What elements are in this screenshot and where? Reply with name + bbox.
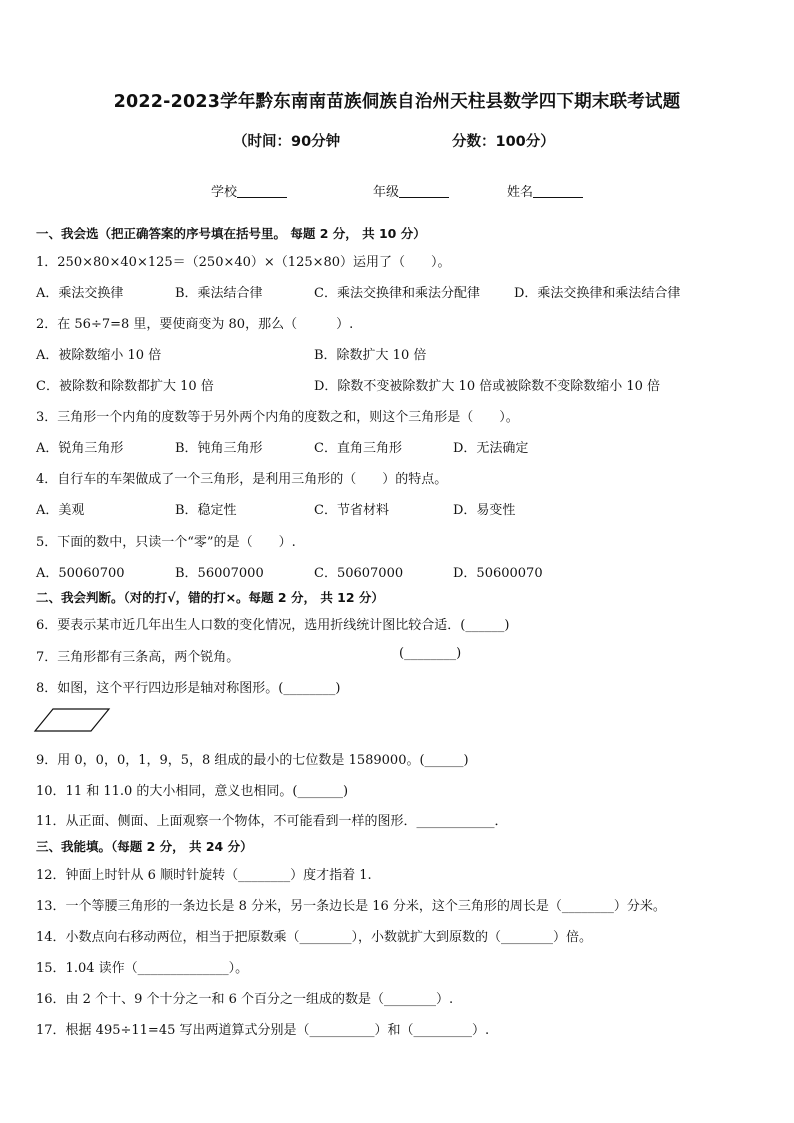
question-2: 2．在 56÷7=8 里，要使商变为 80，那么（ ）.: [36, 317, 354, 332]
grade-field: [373, 181, 449, 200]
name-field: [507, 181, 583, 200]
q2-option-a: A．被除数缩小 10 倍: [36, 348, 162, 363]
q5-option-d: D．50600070: [453, 566, 543, 581]
q1-option-c: C．乘法交换律和乘法分配律: [314, 286, 480, 301]
question-14: 14．小数点向右移动两位，相当于把原数乘（________），小数就扩大到原数的（________）倍。: [36, 930, 593, 945]
q4-option-b: B．稳定性: [175, 503, 237, 518]
question-16: 16．由 2 个十、9 个十分之一和 6 个百分之一组成的数是（________）.: [36, 992, 454, 1007]
question-4: 4．自行车的车架做成了一个三角形，是利用三角形的（ ）的特点。: [36, 472, 448, 487]
q1-option-a: A．乘法交换律: [36, 286, 124, 301]
question-3: 3．三角形一个内角的度数等于另外两个内角的度数之和，则这个三角形是（ ）。: [36, 410, 519, 425]
q2-option-d: D．除数不变被除数扩大 10 倍或被除数不变除数缩小 10 倍: [314, 379, 661, 394]
question-6: 6．要表示某市近几年出生人口数的变化情况，选用折线统计图比较合适．(______): [36, 618, 510, 633]
parallelogram-figure: [33, 707, 113, 733]
q5-option-a: A．50060700: [36, 566, 125, 581]
school-label: 学校: [211, 185, 238, 200]
parallelogram-shape: [35, 709, 109, 731]
time-label: （时间：90分钟: [233, 134, 341, 150]
grade-label: 年级: [373, 185, 400, 200]
q2-option-c: C．被除数和除数都扩大 10 倍: [36, 379, 214, 394]
q5-option-b: B．56007000: [175, 566, 264, 581]
question-1: 1．250×80×40×125＝（250×40）×（125×80）运用了（ ）。: [36, 255, 451, 270]
q3-option-b: B．钝角三角形: [175, 441, 263, 456]
question-8: 8．如图，这个平行四边形是轴对称图形。(________): [36, 681, 341, 696]
section-2-heading: 二、我会判断。（对的打√，错的打×。每题 2 分， 共 12 分）: [36, 590, 384, 605]
school-blank: [237, 183, 287, 198]
question-9: 9．用 0，0，0，1，9，5，8 组成的最小的七位数是 1589000。(______): [36, 753, 469, 768]
question-10: 10．11 和 11.0 的大小相同，意义也相同。(_______): [36, 784, 349, 799]
q4-option-d: D．易变性: [453, 503, 516, 518]
question-13: 13．一个等腰三角形的一条边长是 8 分米，另一条边长是 16 分米，这个三角形的周长是（________）分米。: [36, 899, 666, 914]
q3-option-c: C．直角三角形: [314, 441, 402, 456]
page-title: 2022-2023学年黔东南南苗族侗族自治州天柱县数学四下期末联考试题: [113, 92, 681, 112]
question-5: 5．下面的数中，只读一个“零”的是（ ）.: [36, 535, 296, 550]
q5-option-c: C．50607000: [314, 566, 404, 581]
name-blank: [533, 183, 583, 198]
question-11: 11．从正面、侧面、上面观察一个物体，不可能看到一样的图形．____________．: [36, 814, 508, 829]
name-label: 姓名: [507, 185, 534, 200]
question-15: 15．1.04 读作（______________）。: [36, 961, 249, 976]
q1-option-d: D．乘法交换律和乘法结合律: [514, 286, 681, 301]
section-1-heading: 一、我会选（把正确答案的序号填在括号里。 每题 2 分， 共 10 分）: [36, 226, 426, 241]
score-label: 分数：100分）: [452, 134, 555, 150]
q7-text: 7．三角形都有三条高，两个锐角。: [36, 650, 240, 665]
school-field: [211, 181, 287, 200]
q3-option-a: A．锐角三角形: [36, 441, 124, 456]
q2-option-b: B．除数扩大 10 倍: [314, 348, 427, 363]
q7-blank: (________): [399, 646, 462, 661]
section-3-heading: 三、我能填。（每题 2 分， 共 24 分）: [36, 839, 253, 854]
question-17: 17．根据 495÷11=45 写出两道算式分别是（__________）和（_________）.: [36, 1023, 490, 1038]
q4-option-c: C．节省材料: [314, 503, 389, 518]
q1-option-b: B．乘法结合律: [175, 286, 263, 301]
question-12: 12．钟面上时针从 6 顺时针旋转（________）度才指着 1.: [36, 868, 372, 883]
q4-option-a: A．美观: [36, 503, 85, 518]
question-7: [36, 646, 462, 665]
q3-option-d: D．无法确定: [453, 441, 529, 456]
grade-blank: [399, 183, 449, 198]
